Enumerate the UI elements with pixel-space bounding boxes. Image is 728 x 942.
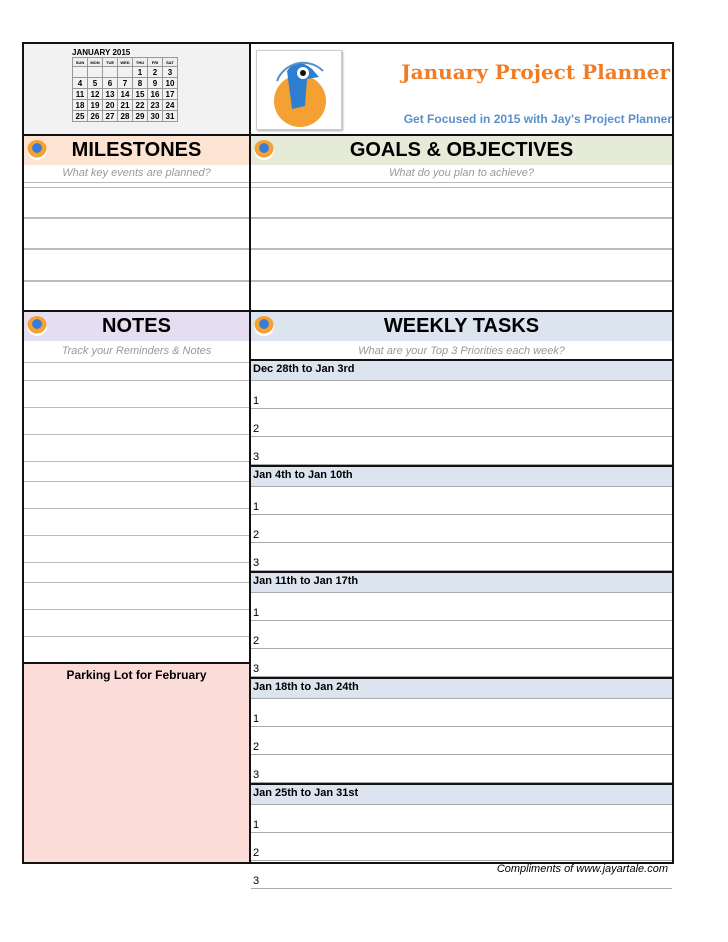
calendar-day-header: THU — [133, 58, 148, 67]
milestones-title: MILESTONES — [71, 139, 202, 161]
calendar-date: 10 — [163, 78, 178, 89]
priority-row[interactable]: 2 — [251, 833, 672, 861]
calendar-date: 7 — [118, 78, 133, 89]
note-line — [24, 461, 249, 462]
priority-row[interactable]: 2 — [251, 621, 672, 649]
priority-row[interactable]: 3 — [251, 437, 672, 465]
week-block — [251, 359, 672, 465]
calendar-day-header: FRI — [148, 58, 163, 67]
calendar-title: JANUARY 2015 — [72, 48, 131, 57]
week-block — [251, 677, 672, 783]
weekly-tasks-title: WEEKLY TASKS — [383, 315, 540, 337]
bluejay-logo-icon — [257, 51, 343, 131]
parking-lot-title: Parking Lot for February — [66, 668, 207, 682]
week-label: Jan 11th to Jan 17th — [251, 571, 672, 593]
calendar-date — [103, 67, 118, 78]
week-block — [251, 571, 672, 677]
calendar-date: 2 — [148, 67, 163, 78]
calendar-date: 20 — [103, 100, 118, 111]
calendar-day-header: SUN — [73, 58, 88, 67]
calendar-date: 28 — [118, 111, 133, 122]
milestones-header — [24, 136, 249, 165]
calendar-date: 1 — [133, 67, 148, 78]
calendar-grid — [72, 57, 178, 122]
page-title: January Project Planner — [401, 60, 670, 84]
calendar-day-header: WED — [118, 58, 133, 67]
calendar-date: 17 — [163, 89, 178, 100]
calendar-date: 16 — [148, 89, 163, 100]
calendar-date — [118, 67, 133, 78]
priority-row[interactable]: 3 — [251, 649, 672, 677]
calendar-date: 9 — [148, 78, 163, 89]
weekly-task-list — [251, 359, 672, 889]
note-line — [24, 636, 249, 637]
calendar-date: 12 — [88, 89, 103, 100]
calendar-day-header: TUE — [103, 58, 118, 67]
priority-row[interactable]: 1 — [251, 593, 672, 621]
calendar-date: 14 — [118, 89, 133, 100]
calendar-date: 27 — [103, 111, 118, 122]
calendar-date — [73, 67, 88, 78]
note-line — [24, 508, 249, 509]
notes-header — [24, 312, 249, 341]
note-line — [24, 434, 249, 435]
note-line — [24, 582, 249, 583]
note-line — [24, 380, 249, 381]
bluejay-icon — [254, 140, 274, 160]
goals-prompt: What do you plan to achieve? — [389, 167, 534, 179]
goals-header — [251, 136, 672, 165]
priority-row[interactable]: 1 — [251, 699, 672, 727]
mini-calendar — [72, 48, 184, 122]
priority-row[interactable]: 3 — [251, 755, 672, 783]
calendar-date: 30 — [148, 111, 163, 122]
week-block — [251, 465, 672, 571]
note-line — [24, 362, 249, 363]
calendar-date: 13 — [103, 89, 118, 100]
page-subtitle: Get Focused in 2015 with Jay's Project Planner — [403, 112, 672, 126]
week-label: Dec 28th to Jan 3rd — [251, 359, 672, 381]
priority-row[interactable]: 3 — [251, 543, 672, 571]
notes-lines[interactable] — [24, 360, 249, 662]
parking-lot[interactable] — [24, 662, 249, 862]
bluejay-icon — [27, 140, 47, 160]
note-line — [24, 562, 249, 563]
week-label: Jan 18th to Jan 24th — [251, 677, 672, 699]
calendar-day-header: SAT — [163, 58, 178, 67]
priority-row[interactable]: 1 — [251, 487, 672, 515]
calendar-date: 3 — [163, 67, 178, 78]
goals-title: GOALS & OBJECTIVES — [349, 139, 574, 161]
priority-row[interactable]: 1 — [251, 805, 672, 833]
note-line — [24, 609, 249, 610]
notes-prompt: Track your Reminders & Notes — [61, 345, 212, 357]
calendar-date: 19 — [88, 100, 103, 111]
calendar-date: 21 — [118, 100, 133, 111]
calendar-date: 8 — [133, 78, 148, 89]
bluejay-icon — [254, 316, 274, 336]
calendar-date: 4 — [73, 78, 88, 89]
week-label: Jan 25th to Jan 31st — [251, 783, 672, 805]
logo — [256, 50, 342, 130]
note-line — [24, 407, 249, 408]
calendar-date: 11 — [73, 89, 88, 100]
priority-row[interactable]: 1 — [251, 381, 672, 409]
calendar-date: 31 — [163, 111, 178, 122]
notes-title: NOTES — [102, 315, 171, 337]
note-line — [24, 535, 249, 536]
calendar-date: 25 — [73, 111, 88, 122]
calendar-date: 18 — [73, 100, 88, 111]
calendar-date: 15 — [133, 89, 148, 100]
calendar-date — [88, 67, 103, 78]
weekly-prompt: What are your Top 3 Priorities each week? — [358, 345, 565, 357]
calendar-date: 5 — [88, 78, 103, 89]
calendar-date: 6 — [103, 78, 118, 89]
priority-row[interactable]: 2 — [251, 409, 672, 437]
calendar-date: 29 — [133, 111, 148, 122]
calendar-date: 23 — [148, 100, 163, 111]
footer-credit: Compliments of www.jayartale.com — [496, 863, 668, 875]
calendar-day-header: MON — [88, 58, 103, 67]
calendar-date: 24 — [163, 100, 178, 111]
weekly-tasks-header — [251, 312, 672, 341]
week-label: Jan 4th to Jan 10th — [251, 465, 672, 487]
milestones-prompt: What key events are planned? — [62, 167, 211, 179]
priority-row[interactable]: 2 — [251, 515, 672, 543]
bluejay-icon — [27, 316, 47, 336]
priority-row[interactable]: 3 — [251, 861, 672, 889]
priority-row[interactable]: 2 — [251, 727, 672, 755]
note-line — [24, 481, 249, 482]
calendar-date: 22 — [133, 100, 148, 111]
calendar-date: 26 — [88, 111, 103, 122]
